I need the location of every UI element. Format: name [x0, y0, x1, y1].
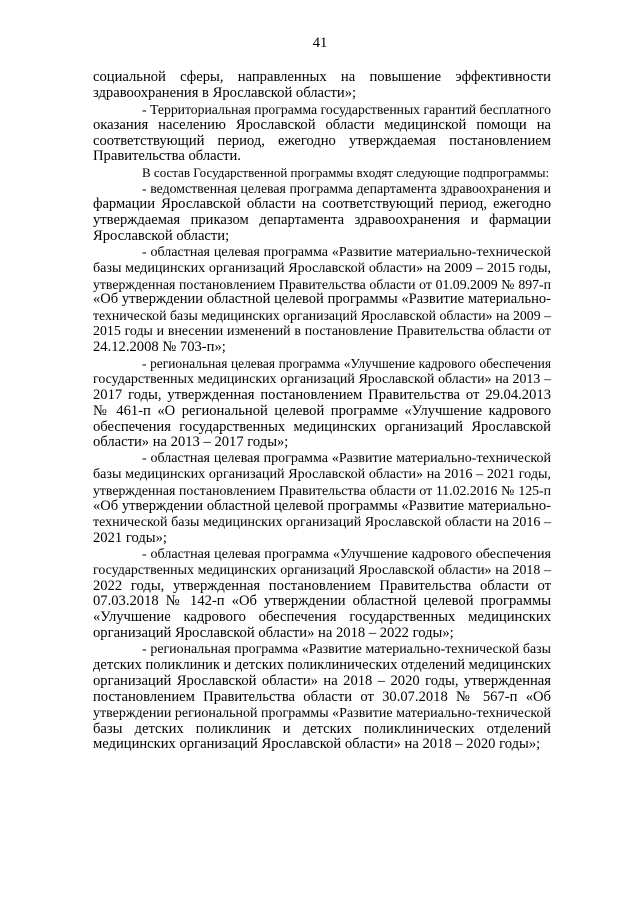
text-line: области» на 2013 – 2017 годы»; — [93, 434, 289, 451]
text-line: соответствующий период, ежегодно утверждаемая постановлением — [93, 132, 551, 149]
text-line: государственных медицинских организаций Ярославской области» на 2013 – — [93, 371, 551, 387]
text-line: 07.03.2018 № 142-п «Об утверждении областной целевой программы — [93, 593, 551, 610]
text-line: 2017 годы, утвержденная постановлением Правительства от 29.04.2013 — [93, 386, 551, 403]
text-line: фармации Ярославской области на соответствующий период, ежегодно — [93, 196, 551, 213]
text-line: В состав Государственной программы входят следующие подпрограммы: — [142, 165, 550, 181]
text-line: 2015 годы и внесении изменений в постановление Правительства области от — [93, 324, 551, 340]
text-line: - областная целевая программа «Развитие материально-технической — [142, 244, 551, 260]
text-line: базы медицинских организаций Ярославской области» на 2016 – 2021 годы, — [93, 466, 551, 483]
text-line: - региональная целевая программа «Улучшение кадрового обеспечения — [142, 356, 551, 372]
text-line: утверждаемая приказом департамента здравоохранения и фармации — [93, 212, 551, 229]
text-line: организаций Ярославской области» на 2018 – 2022 годы»; — [93, 625, 454, 642]
text-line: 2022 годы, утвержденная постановлением Правительства области от — [93, 577, 551, 594]
text-line: базы медицинских организаций Ярославской области» на 2009 – 2015 годы, — [93, 259, 551, 276]
page-number: 41 — [312, 35, 328, 51]
text-line: - областная целевая программа «Развитие материально-технической — [142, 451, 551, 467]
text-line: Правительства области. — [93, 148, 241, 165]
text-line: 24.12.2008 № 703-п»; — [93, 339, 226, 356]
text-line: утвержденная постановлением Правительства области от 11.02.2016 № 125-п — [93, 483, 551, 499]
text-line: детских поликлиник и детских поликлинических отделений медицинских — [93, 656, 551, 673]
text-line: - Территориальная программа государственных гарантий бесплатного — [142, 101, 551, 117]
text-line: постановлением Правительства области от 30.07.2018 № 567-п «Об — [93, 688, 551, 705]
text-line: - ведомственная целевая программа департамента здравоохранения и — [142, 181, 551, 197]
text-line: Ярославской области; — [93, 227, 230, 244]
text-line: - областная целевая программа «Улучшение кадрового обеспечения — [142, 545, 551, 562]
text-line: оказания населению Ярославской области медицинской помощи на — [93, 116, 551, 133]
text-line: организаций Ярославской области» на 2018 – 2020 годы, утвержденная — [93, 672, 551, 689]
text-line: «Об утверждении областной целевой программы «Развитие материально- — [93, 498, 551, 515]
text-line: технической базы медицинских организаций Ярославской области» на 2009 – — [93, 308, 551, 324]
document-body — [93, 70, 551, 753]
text-line: утверждении региональной программы «Развитие материально-технической — [93, 705, 551, 721]
text-line: социальной сферы, направленных на повышение эффективности — [93, 69, 551, 85]
text-line: 2021 годы»; — [93, 529, 167, 546]
text-line: обеспечения государственных медицинских организаций Ярославской — [93, 418, 551, 435]
text-line: утвержденная постановлением Правительства области от 01.09.2009 № 897-п — [93, 276, 551, 292]
text-line: государственных медицинских организаций Ярославской области» на 2018 – — [93, 562, 551, 578]
text-line: базы детских поликлиник и детских поликлинических отделений — [93, 720, 551, 737]
text-line: «Об утверждении областной целевой программы «Развитие материально- — [93, 291, 551, 308]
text-line: технической базы медицинских организаций Ярославской области на 2016 – — [93, 514, 551, 530]
text-line: «Улучшение кадрового обеспечения государственных медицинских — [93, 609, 551, 626]
text-line: № 461-п «О региональной целевой программе «Улучшение кадрового — [93, 402, 551, 419]
text-line: - региональная программа «Развитие материально-технической базы — [142, 642, 551, 658]
text-line: медицинских организаций Ярославской области» на 2018 – 2020 годы»; — [93, 736, 541, 753]
text-line: здравоохранения в Ярославской области»; — [93, 84, 357, 101]
